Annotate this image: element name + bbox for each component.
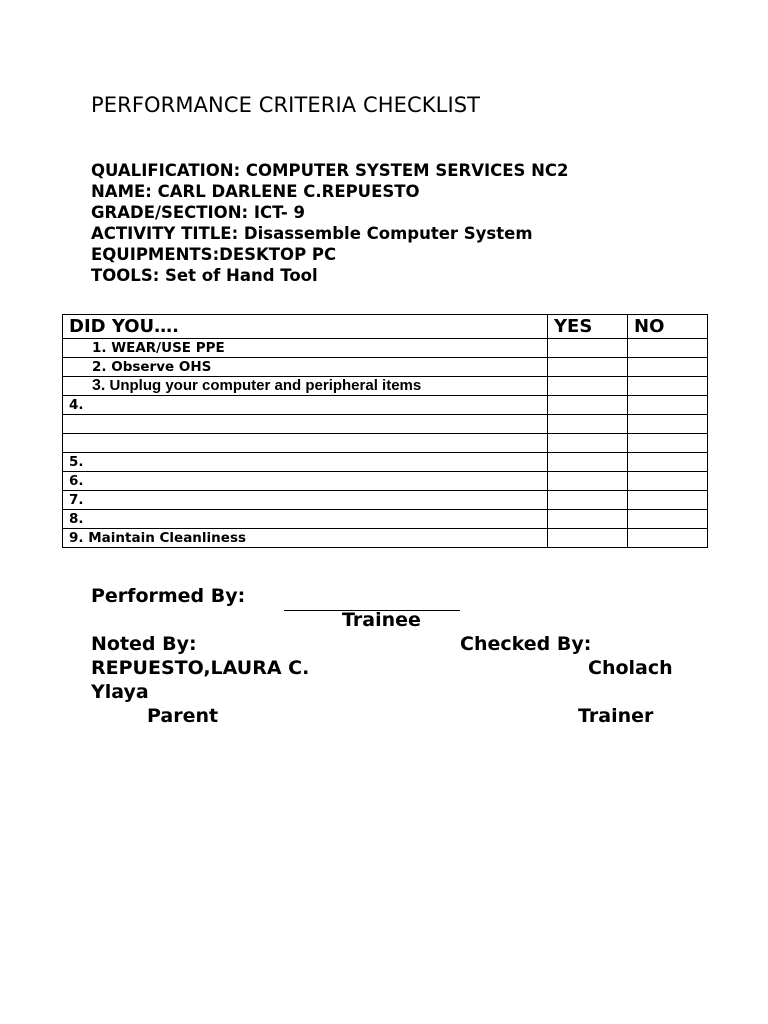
- no-cell[interactable]: [628, 377, 708, 396]
- row-text: Unplug your computer and peripheral items: [109, 377, 422, 394]
- table-row: [63, 529, 708, 548]
- equipments: EQUIPMENTS:DESKTOP PC: [91, 245, 337, 264]
- trainer-name-last: Ylaya: [91, 681, 149, 703]
- row-item: 8.: [63, 510, 548, 529]
- row-item: 1. WEAR/USE PPE: [63, 339, 548, 358]
- yes-cell[interactable]: [548, 415, 628, 434]
- no-cell[interactable]: [628, 472, 708, 491]
- checked-by-label: Checked By:: [460, 633, 592, 655]
- table-row: [63, 415, 708, 434]
- no-cell[interactable]: [628, 339, 708, 358]
- table-row: [63, 472, 708, 491]
- header-question: DID YOU….: [63, 315, 548, 339]
- table-row: [63, 377, 708, 396]
- noted-by-label: Noted By:: [91, 633, 197, 655]
- parent-name: REPUESTO,LAURA C.: [91, 657, 310, 679]
- parent-label: Parent: [147, 705, 219, 727]
- yes-cell[interactable]: [548, 377, 628, 396]
- student-name: NAME: CARL DARLENE C.REPUESTO: [91, 182, 420, 201]
- header-yes: YES: [548, 315, 628, 339]
- yes-cell[interactable]: [548, 453, 628, 472]
- yes-cell[interactable]: [548, 339, 628, 358]
- no-cell[interactable]: [628, 358, 708, 377]
- yes-cell[interactable]: [548, 491, 628, 510]
- trainer-name-first: Cholach: [588, 657, 673, 679]
- yes-cell[interactable]: [548, 510, 628, 529]
- yes-cell[interactable]: [548, 358, 628, 377]
- yes-cell[interactable]: [548, 434, 628, 453]
- table-row: [63, 491, 708, 510]
- no-cell[interactable]: [628, 396, 708, 415]
- table-row: [63, 358, 708, 377]
- page-title: PERFORMANCE CRITERIA CHECKLIST: [91, 93, 481, 117]
- table-header: [63, 315, 708, 339]
- tools: TOOLS: Set of Hand Tool: [91, 266, 318, 285]
- no-cell[interactable]: [628, 415, 708, 434]
- row-number: 3.: [92, 377, 106, 394]
- row-item: 4.: [63, 396, 548, 415]
- row-item: [63, 377, 548, 396]
- no-cell[interactable]: [628, 434, 708, 453]
- trainee-label: Trainee: [342, 609, 421, 631]
- row-item: [63, 415, 548, 434]
- qualification: QUALIFICATION: COMPUTER SYSTEM SERVICES NC2: [91, 161, 569, 180]
- table-row: [63, 434, 708, 453]
- table-row: [63, 339, 708, 358]
- performed-by-label: Performed By:: [91, 585, 246, 607]
- activity-title: ACTIVITY TITLE: Disassemble Computer System: [91, 224, 533, 243]
- grade-section: GRADE/SECTION: ICT- 9: [91, 203, 306, 222]
- row-item: 6.: [63, 472, 548, 491]
- row-item: 5.: [63, 453, 548, 472]
- table-row: [63, 396, 708, 415]
- row-item: 7.: [63, 491, 548, 510]
- row-item: 9. Maintain Cleanliness: [63, 529, 548, 548]
- no-cell[interactable]: [628, 510, 708, 529]
- header-no: NO: [628, 315, 708, 339]
- row-item: [63, 434, 548, 453]
- checklist-table: [62, 314, 708, 548]
- yes-cell[interactable]: [548, 529, 628, 548]
- no-cell[interactable]: [628, 491, 708, 510]
- no-cell[interactable]: [628, 529, 708, 548]
- table-row: [63, 453, 708, 472]
- trainer-label: Trainer: [578, 705, 654, 727]
- info-block: [91, 160, 569, 286]
- row-item: 2. Observe OHS: [63, 358, 548, 377]
- no-cell[interactable]: [628, 453, 708, 472]
- yes-cell[interactable]: [548, 472, 628, 491]
- table-row: [63, 510, 708, 529]
- yes-cell[interactable]: [548, 396, 628, 415]
